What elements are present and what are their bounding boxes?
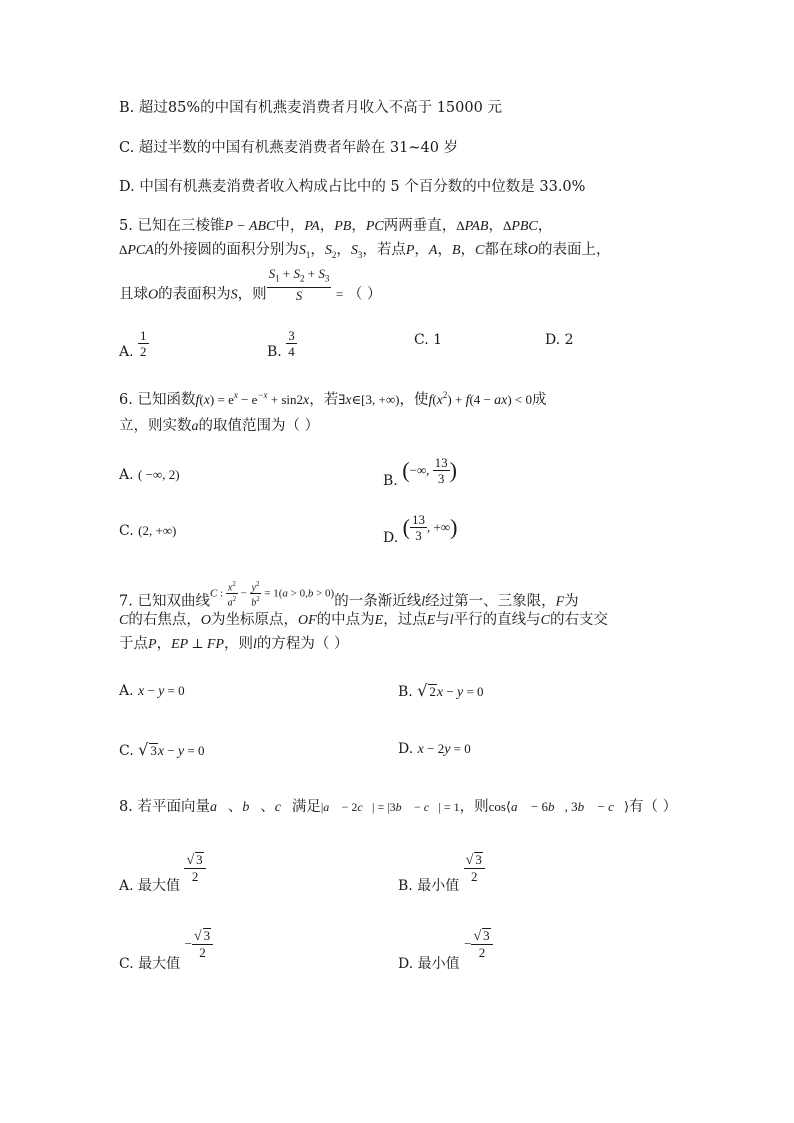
q6-math: x [233, 390, 238, 400]
q5-line3 [119, 266, 382, 313]
option-math: x [417, 742, 424, 757]
q5-math: = [335, 286, 344, 302]
q7-option-d [398, 739, 471, 760]
q5-line2: ΔPCA的外接圆的面积分别为$S_1$，$S_2$，$S_3$，若点P，A，B，C都在球O的表面上， [119, 242, 611, 260]
frac-num: 3 [288, 328, 295, 343]
option-fraction: $\frac{√ 3}{2}$ [184, 852, 205, 884]
q6-math: f [195, 392, 200, 408]
q7-text: 已知双曲线 [137, 593, 210, 610]
q7-math: E [374, 613, 384, 628]
option-fraction [138, 328, 149, 359]
q6-line2 [119, 416, 319, 437]
frac-num: 3 [196, 852, 203, 867]
q7-text: 的右焦点， [128, 612, 201, 628]
option-math: x [436, 685, 444, 700]
option-math: ( [402, 457, 410, 483]
frac-num: 13 [411, 512, 425, 527]
option-fraction [410, 512, 427, 543]
q5-text: ，则 [237, 286, 267, 303]
frac-num: 3 [475, 852, 482, 867]
option-math: − [164, 743, 178, 758]
q6-math: a [191, 419, 199, 434]
q5-math: S [324, 243, 332, 258]
option-math: y [456, 685, 464, 700]
q7-text: 的右支交 [550, 612, 608, 628]
q6-math: −x [257, 390, 268, 400]
option-math: x [138, 684, 145, 699]
q5-math: S [230, 287, 238, 303]
q7-math: F [555, 594, 565, 610]
q6-text: 已知函数 [137, 391, 196, 408]
option-math: y [444, 742, 451, 757]
option-math: = 0 [164, 683, 185, 698]
minus-sign: − [464, 936, 472, 951]
q5-text: 的外接圆的面积分别为 [153, 242, 299, 258]
minus-sign: − [184, 936, 192, 951]
q5-math: PAB [464, 219, 489, 234]
q7-text: 的一条渐近线 [334, 593, 422, 610]
q7-math: E [426, 613, 436, 628]
q8-option-d [398, 928, 493, 972]
q7-option-b [398, 681, 484, 703]
sqrt-icon: √ [417, 681, 428, 700]
q5-math: 2 [331, 249, 337, 260]
option-math: − 2 [423, 741, 445, 756]
q6-math: − e [237, 391, 258, 407]
option-label: A. [119, 343, 134, 360]
q5-option-d: D. 2 [545, 332, 574, 348]
q5-fraction: $\frac{S_1 + S_2 + S_3}{S}$ [268, 266, 330, 303]
q7-math: OF [297, 613, 317, 628]
option-math: − [144, 683, 159, 698]
q5-text: 的表面上， [537, 242, 611, 258]
frac-den: 2 [471, 869, 478, 884]
q5-line1: 5. 已知在三棱锥P − ABC中，PA，PB，PC两两垂直，ΔPAB，ΔPBC， [119, 218, 553, 234]
q5-math: S [350, 243, 358, 258]
q5-math: Δ [456, 218, 465, 233]
option-fraction [286, 328, 297, 359]
q5-math: C [475, 243, 485, 258]
q5-math: PB [334, 219, 352, 234]
q8-line1: 8. 若平面向量a⃗、b⃗、c⃗满足|a⃗ − 2c⃗| = |3b⃗ − c⃗| = 1，则cos⟨a⃗ − 6b⃗, 3b⃗ − c⃗⟩有（ ） [119, 799, 678, 815]
option-label: B. [398, 684, 413, 700]
option-math: −∞, [409, 462, 433, 478]
frac-den: 2 [199, 945, 206, 960]
q7-text: 的中点为 [316, 612, 375, 628]
q6-text: 立，则实数 [119, 418, 192, 434]
q5-math: Δ [502, 218, 512, 233]
q5-math: O [527, 243, 538, 258]
sqrt-icon: √ [138, 740, 149, 759]
frac-den: 4 [288, 344, 295, 359]
q5-math: P − ABC [224, 219, 276, 234]
q7-text: 与 [435, 612, 450, 628]
option-label: D. 最小值 [398, 956, 460, 972]
q7-math: l [421, 594, 426, 610]
frac-den: 3 [437, 471, 445, 486]
q6-line1 [119, 385, 547, 411]
vector-c: c⃗ [274, 800, 292, 815]
option-label: C. 最大值 [119, 956, 181, 972]
option-math: = 0 [463, 684, 484, 699]
q6-math: ( [199, 391, 204, 407]
q7-text: 的方程为（ ） [256, 636, 349, 652]
q6-text: ，若 [309, 391, 339, 408]
q7-option-c [119, 740, 204, 762]
q7-line2 [119, 610, 608, 631]
frac-den: 2 [140, 344, 147, 359]
q6-math: ) + [447, 391, 466, 407]
q5-text: 且球 [119, 286, 148, 303]
frac-den: 2 [478, 945, 486, 960]
q6-text: ，使 [399, 391, 429, 408]
option-math: ) [449, 457, 457, 483]
q5-math: 1 [305, 249, 311, 260]
q6-option-d [383, 512, 458, 546]
q7-math: ⊥ [188, 636, 207, 651]
q5-math: PC [365, 219, 384, 234]
q5-text: 已知在三棱锥 [137, 218, 225, 234]
option-math: ( [402, 514, 410, 540]
option-label: D. [383, 529, 399, 546]
q7-math: P [148, 637, 157, 652]
vector-b: b⃗ [242, 800, 261, 815]
option-math: x [157, 744, 165, 759]
option-fraction: $\frac{√ 3}{2}$ [192, 928, 213, 960]
q6-option-a [119, 465, 180, 485]
q6-option-b [383, 455, 457, 489]
q5-option-b [267, 328, 297, 359]
option-label: B. 最小值 [398, 878, 460, 894]
q5-math: O [148, 287, 159, 303]
q8-text: ，则 [459, 799, 489, 815]
q6-math: ) = e [209, 391, 234, 407]
q5-number: 5. [119, 218, 133, 234]
option-label: B. [383, 472, 398, 489]
q6-text: 的取值范围为（ ） [198, 418, 320, 434]
q8-text: 有（ ） [629, 799, 678, 815]
q8-option-b [398, 852, 485, 894]
q6-math: x [203, 392, 210, 408]
q6-math: ( [432, 391, 437, 407]
frac-num: 1 [140, 328, 147, 343]
option-math: y [177, 744, 185, 759]
option-label: A. [119, 683, 134, 699]
option-label: B. [267, 343, 282, 360]
q6-math: ∃ [338, 391, 346, 407]
option-math: ) [450, 514, 458, 540]
q6-math: 2 [442, 390, 448, 400]
q7-math: O [200, 613, 211, 628]
vector-a: a⃗ [209, 800, 228, 815]
option-label: C. [119, 743, 134, 759]
frac-den: 3 [415, 528, 422, 543]
option-c-prev: C. 超过半数的中国有机燕麦消费者年龄在 31~40 岁 [119, 140, 459, 156]
option-fraction: $\frac{√ 3}{2}$ [471, 928, 492, 960]
q7-math: EP [171, 637, 189, 652]
q8-condition: |a⃗ − 2c⃗| = |3b⃗ − c⃗| = 1 [320, 800, 460, 814]
frac-num: 13 [434, 455, 448, 470]
option-label: D. [398, 741, 414, 757]
q8-number: 8. [119, 799, 133, 815]
option-label: A. 最大值 [119, 878, 181, 894]
q7-text: ，过点 [383, 612, 427, 628]
option-math: (2, +∞) [138, 523, 177, 538]
q7-math: l [449, 613, 454, 628]
q7-text: 于点 [119, 636, 148, 652]
q5-text: 的表面积为 [158, 286, 231, 303]
q6-math: ) < 0 [507, 391, 533, 407]
q7-math: FP [206, 637, 225, 652]
q5-text: 两两垂直， [383, 218, 457, 234]
frac-den: 2 [191, 869, 199, 884]
q5-math: PBC [511, 219, 538, 234]
q7-math: C [119, 613, 129, 628]
q7-text: 为坐标原点， [210, 612, 298, 628]
q5-math: B [451, 243, 461, 258]
q6-math: x [303, 392, 310, 408]
q8-option-c [119, 928, 213, 972]
q7-line3 [119, 634, 349, 655]
frac-num: 3 [483, 928, 490, 943]
q8-text: 满足 [291, 799, 321, 815]
q5-option-c: C. 1 [414, 332, 443, 348]
q7-text: 为 [564, 593, 579, 610]
option-label: A. [119, 467, 134, 483]
q5-text: 都在球 [484, 242, 528, 258]
q5-math: A [428, 243, 438, 258]
option-math: = 0 [450, 741, 471, 756]
q8-expression: cos⟨a⃗ − 6b⃗, 3b⃗ − c⃗⟩ [488, 799, 630, 814]
q6-text: 成 [532, 391, 547, 408]
q5-text: 中， [275, 218, 305, 234]
q7-option-a [119, 681, 185, 702]
q5-math: P [405, 243, 415, 258]
option-math: y [158, 684, 165, 699]
option-math: ( −∞, 2) [138, 467, 180, 482]
q7-text: ，则 [224, 636, 254, 652]
q8-option-a [119, 852, 206, 894]
q5-math: PA [304, 219, 320, 234]
q6-math: + sin2 [267, 391, 304, 407]
q6-math: f [465, 392, 470, 408]
option-fraction: $\frac{√ 3}{2}$ [464, 852, 485, 884]
q5-option-a [119, 328, 149, 359]
q7-number: 7. [119, 593, 133, 610]
frac-num: 3 [203, 928, 211, 943]
option-fraction [433, 455, 450, 486]
q6-math: (4 − [469, 391, 495, 407]
q6-math: f [428, 392, 433, 408]
q5-text: ，若点 [362, 242, 406, 258]
q6-number: 6. [119, 391, 133, 408]
option-math: = 0 [184, 743, 205, 758]
q5-math: PCA [127, 243, 154, 258]
option-label: C. [119, 523, 134, 539]
q7-text: 平行的直线与 [453, 612, 541, 628]
q7-math: C [540, 613, 550, 628]
q7-math: l [253, 637, 257, 652]
option-math: − [443, 684, 457, 699]
option-b-prev: B. 超过85%的中国有机燕麦消费者月收入不高于 15000 元 [119, 100, 502, 116]
option-d-prev: D. 中国有机燕麦消费者收入构成占比中的 5 个百分数的中位数是 33.0% [119, 179, 586, 195]
option-math: 2 [429, 684, 436, 699]
q5-math: S [298, 243, 306, 258]
option-math: , +∞ [426, 519, 451, 535]
q6-option-c [119, 521, 176, 541]
q6-math: ∈[3, +∞) [351, 391, 400, 407]
option-math: 3 [150, 743, 157, 758]
q5-math: Δ [119, 242, 128, 257]
q6-math: x [436, 392, 443, 408]
q7-text: ， [156, 636, 172, 652]
hyperbola-equation: C : $\frac{x^2}{a^2}$ − $\frac{y^2}{b^2}$ = 1(a > 0,b > 0) [209, 580, 335, 609]
q8-text: 若平面向量 [137, 799, 210, 815]
q6-math: x [345, 392, 352, 408]
answer-blank: （ ） [347, 286, 382, 303]
q7-text: 经过第一、三象限， [425, 593, 556, 610]
q5-math: 3 [357, 249, 363, 260]
q6-math: ax [494, 392, 508, 408]
